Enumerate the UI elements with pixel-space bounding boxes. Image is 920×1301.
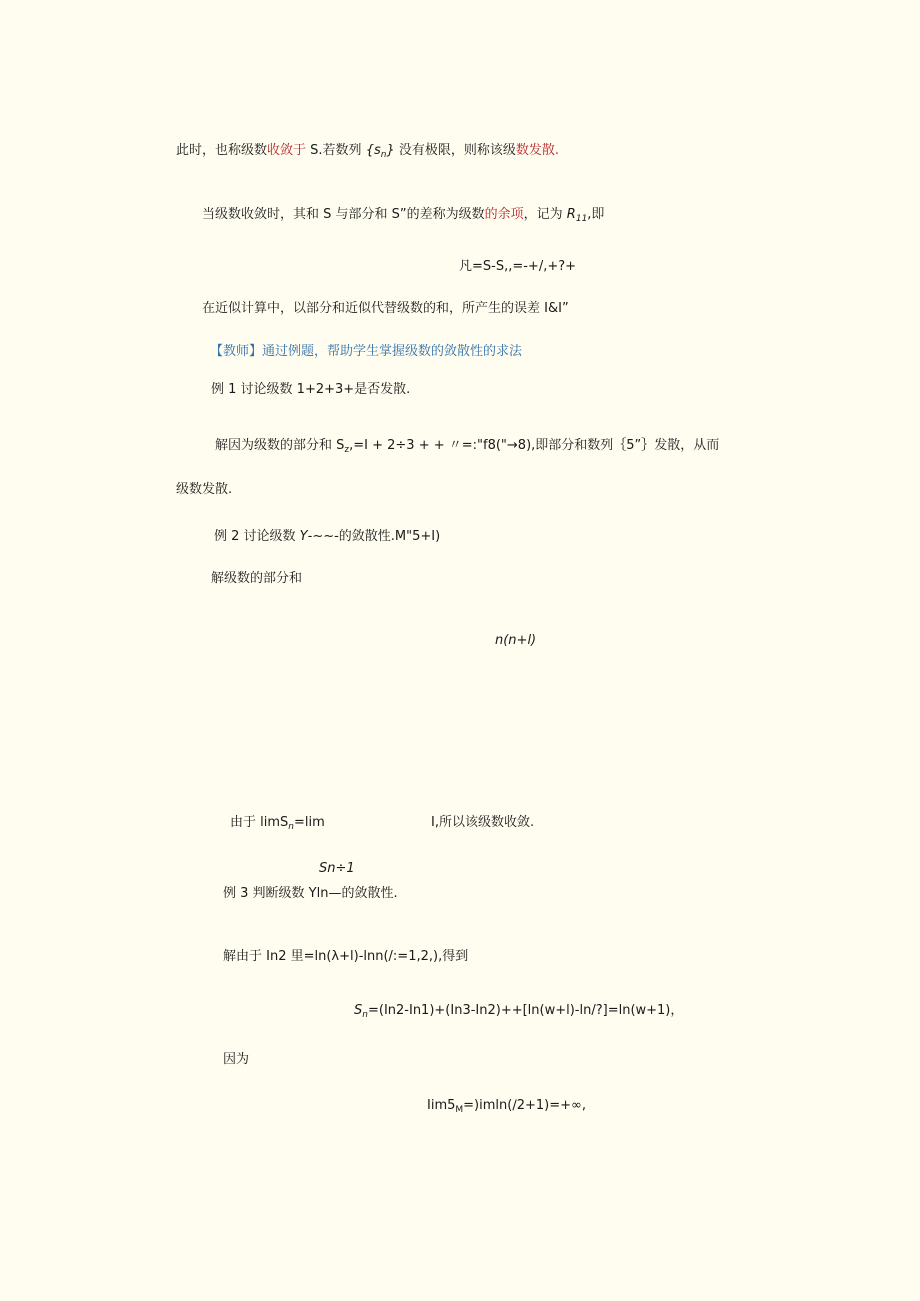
example-2-solution: 解级数的部分和	[211, 571, 303, 586]
formula-denominator: n(n+l)	[495, 633, 537, 648]
example-1-title: 例 1 讨论级数 1+2+3+是否发散.	[211, 382, 411, 397]
text-segment: =(In2-In1)+(In3-In2)++[ln(w+l)-ln/?]=ln(w+1)，	[367, 1003, 684, 1018]
text-segment: S.若数列	[306, 143, 366, 158]
paragraph-convergence-definition	[176, 142, 559, 164]
text-segment: 当级数收敛时，其和 S 与部分和 S”的差称为级数	[202, 207, 485, 222]
math-subscript: n	[362, 1010, 368, 1020]
text-segment: =lim	[294, 815, 325, 830]
math-sum-symbol: Y	[299, 529, 308, 544]
math-sequence: {s	[365, 143, 381, 158]
math-subscript: n	[380, 150, 387, 160]
paragraph-approximation-error: 在近似计算中，以部分和近似代替级数的和，所产生的误差 I&I”	[202, 301, 569, 316]
text-segment: 没有极限，则称该级	[394, 143, 516, 158]
math-subscript: 11	[575, 214, 588, 224]
teacher-note: 【教师】通过例题，帮助学生掌握级数的敛散性的求法	[210, 344, 523, 359]
math-subscript: z	[344, 445, 350, 455]
text-segment: 此时，也称级数	[176, 143, 268, 158]
highlight-diverges: 数发散.	[515, 143, 560, 158]
text-segment: 由于 limS	[230, 815, 289, 830]
formula-limit-infinity	[427, 1097, 586, 1119]
because-label: 因为	[223, 1052, 250, 1067]
text-segment: -~~-的敛散性.M"5+I)	[307, 529, 441, 544]
formula-partial-sum	[354, 1002, 683, 1024]
text-segment: =)imln(∕2+1)=+∞,	[463, 1098, 586, 1113]
example-3-title: 例 3 判断级数 Yln—的敛散性.	[223, 886, 398, 901]
example-3-solution: 解由于 In2 里=ln(λ+l)-lnn(/:=1,2,),得到	[223, 949, 469, 964]
math-symbol-s: S	[354, 1003, 363, 1018]
math-sequence-close: }	[386, 143, 395, 158]
text-segment: ，记为	[523, 207, 567, 222]
highlight-remainder: 的余项	[484, 207, 524, 222]
paragraph-remainder-definition	[202, 206, 604, 228]
text-segment: ,=I + 2÷3 + + 〃=:"f8("→8),即部分和数列｛5”｝发散，从而	[349, 438, 720, 453]
example-2-conclusion: I,所以该级数收敛.	[431, 815, 535, 830]
text-segment: ,即	[587, 207, 605, 222]
example-1-conclusion: 级数发散.	[176, 482, 233, 497]
example-2-title	[214, 528, 440, 546]
math-subscript: n	[288, 822, 294, 832]
text-segment: 例 2 讨论级数	[214, 529, 300, 544]
limit-statement	[230, 814, 325, 836]
formula-limit-denominator: Sn÷1	[319, 861, 355, 876]
math-subscript: M	[455, 1105, 464, 1115]
highlight-converges: 收敛于	[267, 143, 307, 158]
formula-remainder: 凡=S-S,,=-+/,+?+	[459, 259, 577, 274]
math-symbol-r: R	[566, 207, 576, 222]
text-segment: Iim5	[427, 1098, 456, 1113]
text-segment: 解因为级数的部分和 S	[215, 438, 345, 453]
example-1-solution	[215, 437, 719, 459]
